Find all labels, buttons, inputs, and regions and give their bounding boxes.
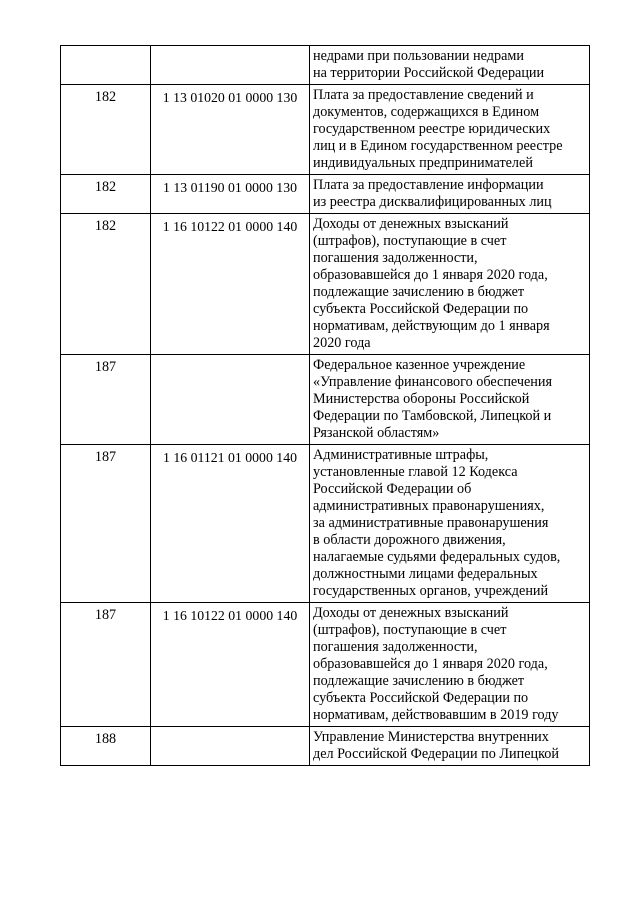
description-cell — [310, 85, 590, 175]
description-line: нормативам, действовавшим в 2019 году — [313, 707, 559, 723]
description-line: государственных органов, учреждений — [313, 583, 549, 599]
description-line: административных правонарушениях, — [313, 498, 545, 514]
description-line: нормативам, действующим до 1 января — [313, 318, 550, 334]
admin-code-cell: 182 — [61, 85, 151, 175]
description-line: Плата за предоставление информации — [313, 177, 544, 193]
kbk-code-cell: 1 13 01020 01 0000 130 — [151, 85, 310, 175]
description-line: Российской Федерации об — [313, 481, 472, 497]
description-line: в области дорожного движения, — [313, 532, 506, 548]
description-line: дел Российской Федерации по Липецкой — [313, 746, 559, 762]
table-body — [61, 46, 590, 766]
table-row — [61, 355, 590, 445]
description-line: погашения задолженности, — [313, 639, 478, 655]
table-row — [61, 46, 590, 85]
description-line: индивидуальных предпринимателей — [313, 155, 533, 171]
description-line: образовавшейся до 1 января 2020 года, — [313, 267, 548, 283]
description-cell — [310, 603, 590, 727]
kbk-code-cell: 1 16 10122 01 0000 140 — [151, 214, 310, 355]
admin-code-cell: 182 — [61, 214, 151, 355]
description-line: подлежащие зачислению в бюджет — [313, 673, 525, 689]
table-row — [61, 175, 590, 214]
admin-code-cell: 187 — [61, 603, 151, 727]
table-row — [61, 85, 590, 175]
description-line: «Управление финансового обеспечения — [313, 374, 553, 390]
description-line: государственном реестре юридических — [313, 121, 551, 137]
admin-code-cell: 187 — [61, 355, 151, 445]
description-line: Доходы от денежных взысканий — [313, 605, 509, 621]
description-line: 2020 года — [313, 335, 371, 351]
admin-code-cell: 182 — [61, 175, 151, 214]
description-line: Рязанской областям» — [313, 425, 440, 441]
description-line: (штрафов), поступающие в счет — [313, 622, 507, 638]
description-line: за административные правонарушения — [313, 515, 549, 531]
kbk-code-cell: 1 16 10122 01 0000 140 — [151, 603, 310, 727]
description-line: погашения задолженности, — [313, 250, 478, 266]
description-line: образовавшейся до 1 января 2020 года, — [313, 656, 548, 672]
description-line: из реестра дисквалифицированных лиц — [313, 194, 552, 210]
kbk-code-cell — [151, 355, 310, 445]
admin-code-cell — [61, 46, 151, 85]
description-line: недрами при пользовании недрами — [313, 48, 524, 64]
description-line: Плата за предоставление сведений и — [313, 87, 534, 103]
description-line: Административные штрафы, — [313, 447, 489, 463]
description-line: документов, содержащихся в Едином — [313, 104, 540, 120]
table-row — [61, 445, 590, 603]
description-line: налагаемые судьями федеральных судов, — [313, 549, 561, 565]
kbk-code-cell: 1 13 01190 01 0000 130 — [151, 175, 310, 214]
description-line: субъекта Российской Федерации по — [313, 690, 529, 706]
kbk-code-cell — [151, 46, 310, 85]
admin-code-cell: 188 — [61, 727, 151, 766]
description-line: должностными лицами федеральных — [313, 566, 538, 582]
description-line: на территории Российской Федерации — [313, 65, 545, 81]
description-cell — [310, 355, 590, 445]
description-line: Министерства обороны Российской — [313, 391, 530, 407]
budget-codes-table — [60, 45, 590, 766]
description-line: лиц и в Едином государственном реестре — [313, 138, 563, 154]
table-row — [61, 727, 590, 766]
description-line: Доходы от денежных взысканий — [313, 216, 509, 232]
description-line: Федерации по Тамбовской, Липецкой и — [313, 408, 552, 424]
kbk-code-cell — [151, 727, 310, 766]
description-line: Федеральное казенное учреждение — [313, 357, 526, 373]
table-row — [61, 603, 590, 727]
kbk-code-cell: 1 16 01121 01 0000 140 — [151, 445, 310, 603]
description-cell — [310, 46, 590, 85]
description-cell — [310, 214, 590, 355]
description-cell — [310, 727, 590, 766]
admin-code-cell: 187 — [61, 445, 151, 603]
description-cell — [310, 445, 590, 603]
description-line: подлежащие зачислению в бюджет — [313, 284, 525, 300]
description-line: Управление Министерства внутренних — [313, 729, 549, 745]
description-cell — [310, 175, 590, 214]
description-line: установленные главой 12 Кодекса — [313, 464, 518, 480]
table-row — [61, 214, 590, 355]
description-line: (штрафов), поступающие в счет — [313, 233, 507, 249]
description-line: субъекта Российской Федерации по — [313, 301, 529, 317]
